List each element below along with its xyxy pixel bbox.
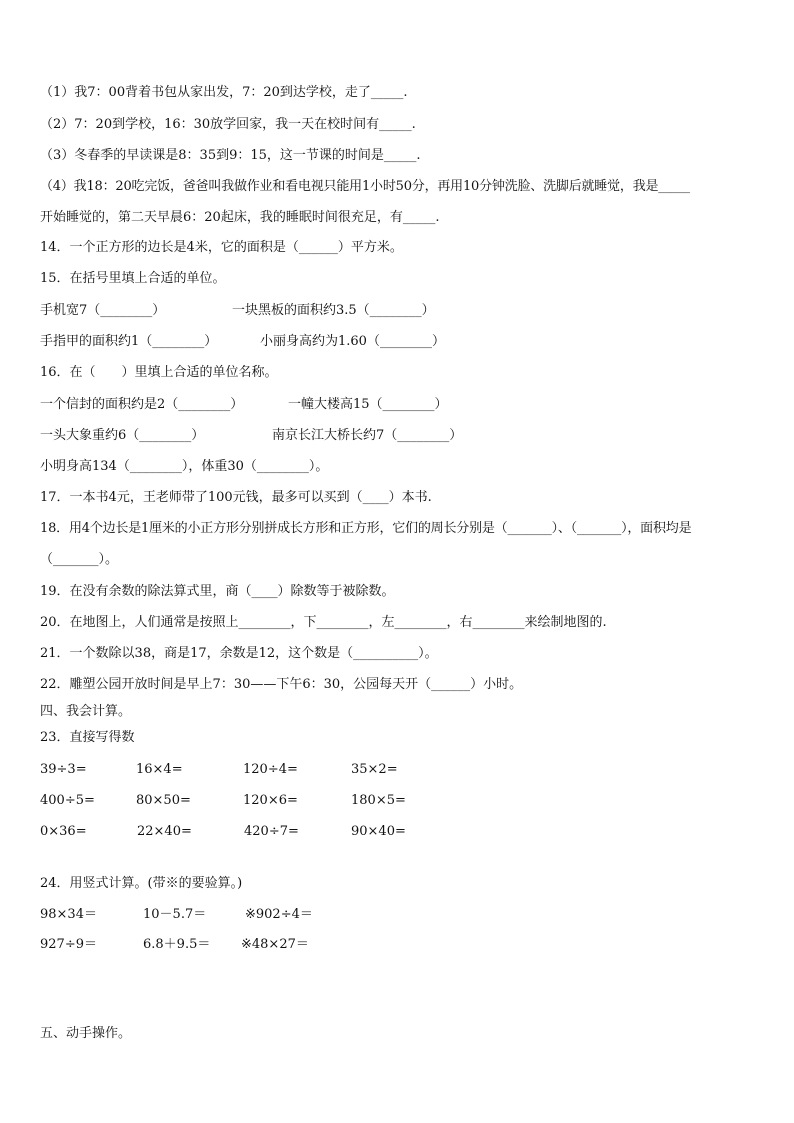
q23-cell: 180×5= xyxy=(351,793,406,808)
section-5-heading: 五、动手操作。 xyxy=(40,1026,132,1041)
question-19: 19．在没有余数的除法算式里，商（____）除数等于被除数。 xyxy=(40,584,395,599)
q23-cell: 120÷4= xyxy=(243,762,298,777)
question-15-row2 xyxy=(40,333,445,351)
question-18-line1: 18．用4个边长是1厘米的小正方形分别拼成长方形和正方形，它们的周长分别是（_______）、（_______），面积均是 xyxy=(40,521,692,536)
question-15-row1 xyxy=(40,302,435,320)
section-4-heading: 四、我会计算。 xyxy=(40,704,132,719)
q13-part1: （1）我7：00背着书包从家出发，7：20到达学校，走了_____. xyxy=(40,85,408,100)
question-21: 21．一个数除以38，商是17，余数是12，这个数是（__________）。 xyxy=(40,646,438,661)
q15-item-c: 手指甲的面积约1（________） xyxy=(40,334,218,349)
q23-cell: 16×4= xyxy=(136,762,183,777)
q23-cell: 35×2= xyxy=(351,762,398,777)
q23-cell: 400÷5= xyxy=(40,793,95,808)
q23-cell: 120×6= xyxy=(243,793,298,808)
q23-cell: 420÷7= xyxy=(244,824,299,839)
question-16-row3: 小明身高134（________），体重30（________）。 xyxy=(40,459,329,474)
q23-cell: 39÷3= xyxy=(40,762,87,777)
question-15-title: 15．在括号里填上合适的单位。 xyxy=(40,271,226,286)
question-16-title: 16．在（ ）里填上合适的单位名称。 xyxy=(40,365,278,380)
question-23-title: 23．直接写得数 xyxy=(40,730,135,745)
q24-cell: ※48×27＝ xyxy=(241,937,309,952)
q24-cell: 6.8＋9.5＝ xyxy=(143,937,211,952)
question-16-row2 xyxy=(40,427,463,445)
q23-row-2 xyxy=(40,792,406,810)
q24-cell: 10－5.7＝ xyxy=(143,907,207,922)
q15-item-d: 小丽身高约为1.60（________） xyxy=(260,334,445,349)
question-20: 20．在地图上，人们通常是按照上________，下________，左________，右________来绘制地图的. xyxy=(40,615,607,630)
q23-row-1 xyxy=(40,761,398,779)
question-24-title: 24．用竖式计算。(带※的要验算。) xyxy=(40,876,243,891)
q16-item-d: 南京长江大桥长约7（________） xyxy=(272,428,463,443)
q24-row-2 xyxy=(40,936,309,954)
q13-part4-line2: 开始睡觉的，第二天早晨6：20起床，我的睡眠时间很充足，有_____. xyxy=(40,210,440,225)
q16-item-b: 一幢大楼高15（________） xyxy=(288,397,448,412)
q23-row-3 xyxy=(40,823,406,841)
q13-part2: （2）7：20到学校，16：30放学回家，我一天在校时间有_____. xyxy=(40,117,416,132)
q15-item-a: 手机宽7（________） xyxy=(40,303,166,318)
question-17: 17．一本书4元，王老师带了100元钱，最多可以买到（____）本书. xyxy=(40,490,432,505)
q23-cell: 0×36= xyxy=(40,824,87,839)
q16-item-a: 一个信封的面积约是2（________） xyxy=(40,397,244,412)
q23-cell: 22×40= xyxy=(137,824,192,839)
q24-row-1 xyxy=(40,906,313,924)
q23-cell: 80×50= xyxy=(136,793,191,808)
q24-cell: 98×34＝ xyxy=(40,907,97,922)
q24-cell: 927÷9＝ xyxy=(40,937,97,952)
question-16-row1 xyxy=(40,396,448,414)
question-14: 14．一个正方形的边长是4米，它的面积是（______）平方米。 xyxy=(40,240,403,255)
q24-cell: ※902÷4＝ xyxy=(245,907,313,922)
q16-item-c: 一头大象重约6（________） xyxy=(40,428,205,443)
q15-item-b: 一块黑板的面积约3.5（________） xyxy=(232,303,435,318)
question-22: 22．雕塑公园开放时间是早上7：30——下午6：30，公园每天开（______）小时。 xyxy=(40,677,523,692)
q23-cell: 90×40= xyxy=(351,824,406,839)
question-18-line2: （_______）。 xyxy=(40,552,119,567)
q13-part4-line1: （4）我18：20吃完饭，爸爸叫我做作业和看电视只能用1小时50分，再用10分钟洗脸、洗脚后就睡觉，我是_____ xyxy=(40,179,690,194)
q13-part3: （3）冬春季的早读课是8：35到9：15，这一节课的时间是_____. xyxy=(40,148,421,163)
